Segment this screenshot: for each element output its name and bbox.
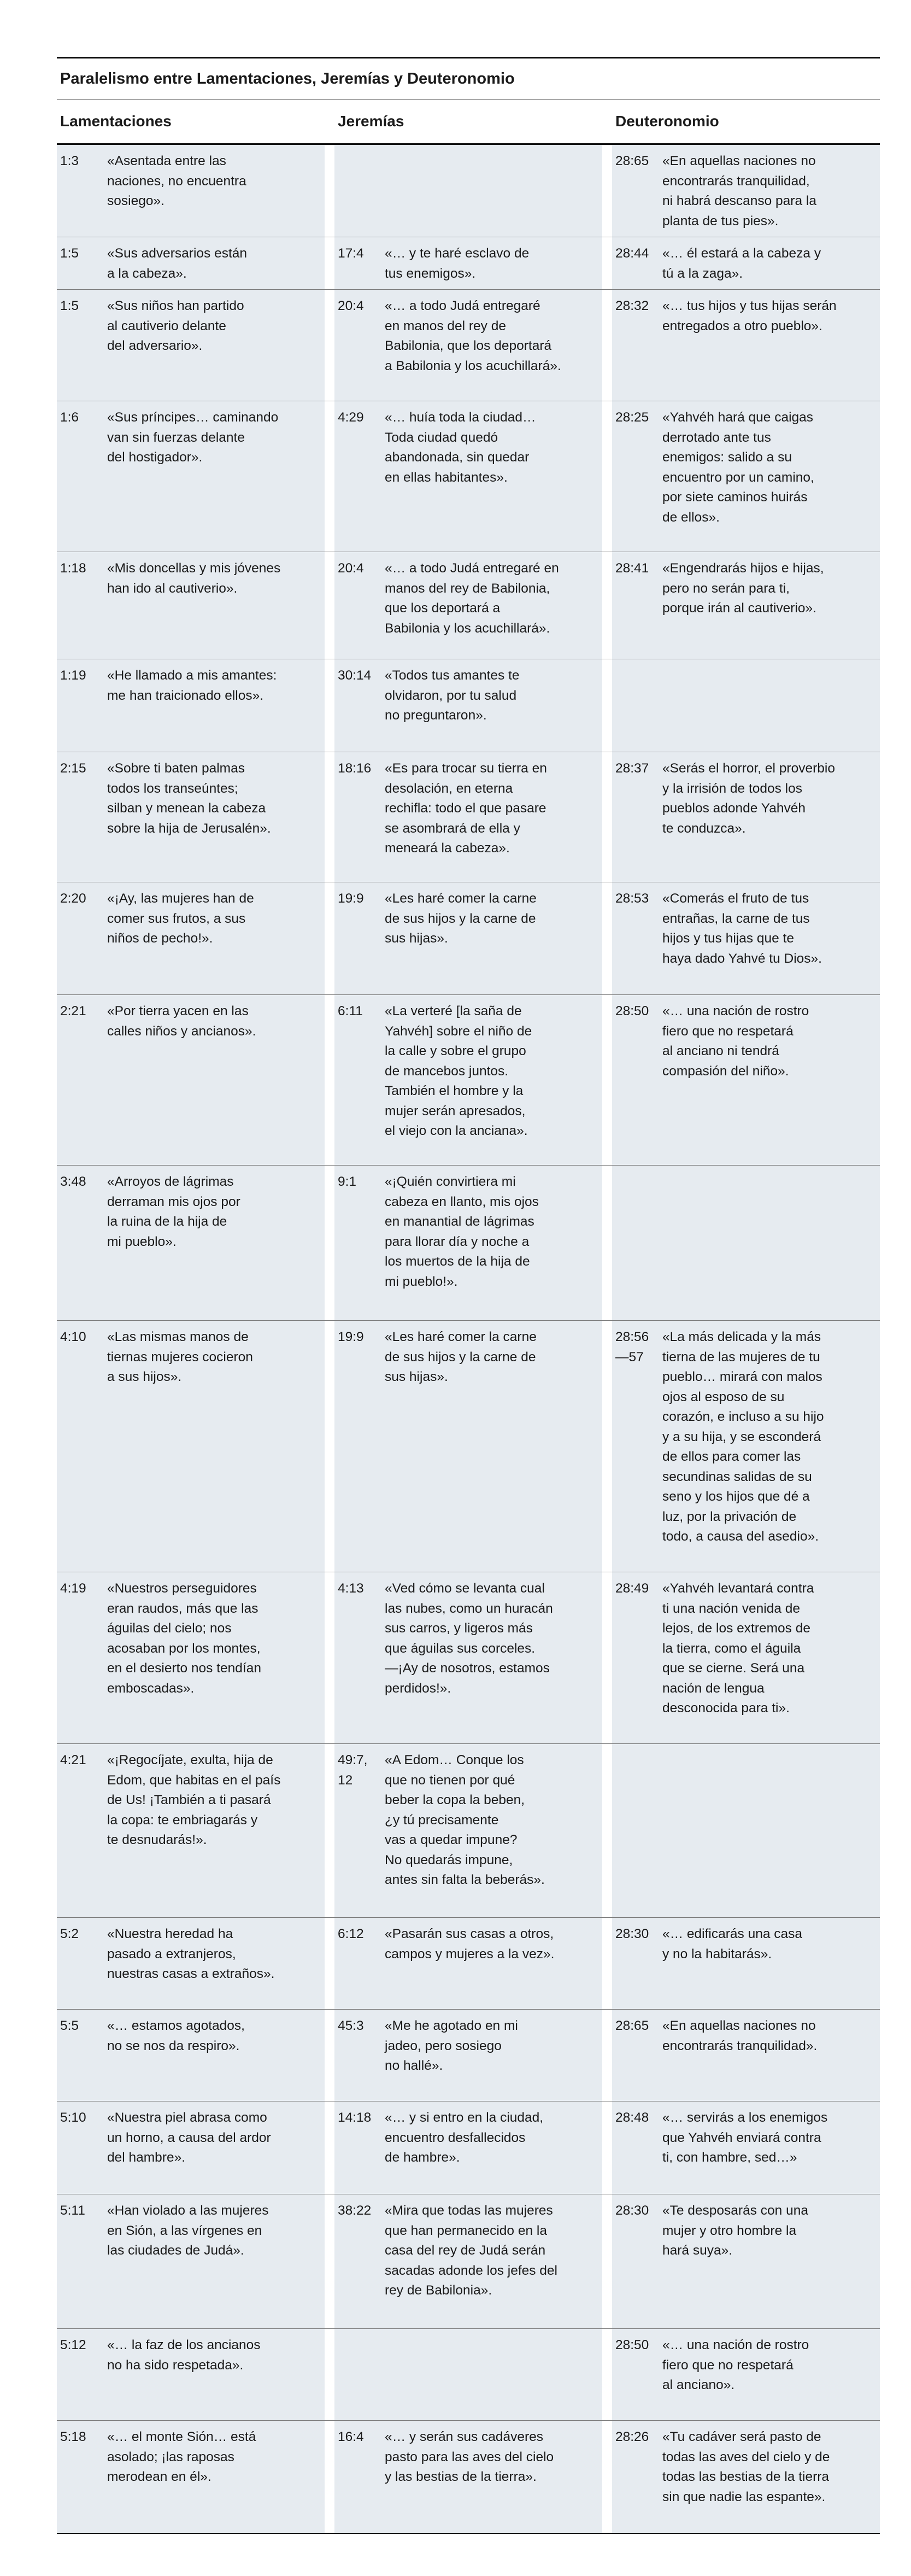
column-gap	[602, 237, 612, 290]
lamentaciones-reference: 1:5	[57, 237, 104, 290]
deuteronomio-text	[659, 1744, 880, 1918]
jeremias-text	[381, 2329, 602, 2421]
column-gap	[602, 1918, 612, 2010]
column-gap	[325, 144, 334, 237]
column-gap	[602, 144, 612, 237]
jeremias-text: «A Edom… Conque los que no tienen por qué beber la copa la beben, ¿y tú precisamente vas a quedar impune? No quedarás impune, antes sin falta la beberás».	[381, 1744, 602, 1918]
parallel-table	[57, 57, 880, 2534]
table-row	[57, 2101, 880, 2194]
lamentaciones-reference: 4:21	[57, 1744, 104, 1918]
header-lamentaciones: Lamentaciones	[57, 99, 325, 144]
column-gap	[602, 995, 612, 1166]
table-body	[57, 144, 880, 2533]
table-row	[57, 144, 880, 237]
deuteronomio-reference: 28:37	[612, 752, 659, 882]
table-title: Paralelismo entre Lamentaciones, Jeremías y Deuteronomio	[57, 58, 880, 99]
column-header-row	[57, 99, 880, 144]
deuteronomio-reference: 28:65	[612, 144, 659, 237]
jeremias-reference: 45:3	[334, 2010, 381, 2101]
lamentaciones-reference: 2:20	[57, 882, 104, 995]
deuteronomio-text: «En aquellas naciones no encontrarás tranquilidad, ni habrá descanso para la planta de tus pies».	[659, 144, 880, 237]
lamentaciones-text: «Sus príncipes… caminando van sin fuerzas delante del hostigador».	[104, 401, 325, 552]
jeremias-text: «… a todo Judá entregaré en manos del rey de Babilonia, que los deportará a Babilonia y los acuchillará».	[381, 552, 602, 659]
column-gap	[325, 2194, 334, 2329]
deuteronomio-reference	[612, 1744, 659, 1918]
deuteronomio-reference: 28:30	[612, 1918, 659, 2010]
jeremias-reference: 4:13	[334, 1572, 381, 1744]
jeremias-text: «La verteré [la saña de Yahvéh] sobre el niño de la calle y sobre el grupo de mancebos juntos. También el hombre y la mujer serán apresados, el viejo con la anciana».	[381, 995, 602, 1166]
jeremias-reference: 19:9	[334, 1321, 381, 1572]
deuteronomio-reference: 28:32	[612, 290, 659, 401]
deuteronomio-reference: 28:50	[612, 2329, 659, 2421]
jeremias-reference: 16:4	[334, 2421, 381, 2533]
deuteronomio-text: «Comerás el fruto de tus entrañas, la carne de tus hijos y tus hijas que te haya dado Yahvé tu Dios».	[659, 882, 880, 995]
deuteronomio-reference: 28:53	[612, 882, 659, 995]
jeremias-text: «Ved cómo se levanta cual las nubes, como un huracán sus carros, y ligeros más que águilas sus corceles. —¡Ay de nosotros, estamos perdidos!».	[381, 1572, 602, 1744]
column-gap	[602, 552, 612, 659]
jeremias-text: «Les haré comer la carne de sus hijos y la carne de sus hijas».	[381, 1321, 602, 1572]
column-gap	[325, 1321, 334, 1572]
jeremias-text: «… a todo Judá entregaré en manos del rey de Babilonia, que los deportará a Babilonia y los acuchillará».	[381, 290, 602, 401]
column-gap	[325, 401, 334, 552]
jeremias-text: «… y si entro en la ciudad, encuentro desfallecidos de hambre».	[381, 2101, 602, 2194]
deuteronomio-text: «Te desposarás con una mujer y otro hombre la hará suya».	[659, 2194, 880, 2329]
table-row	[57, 552, 880, 659]
deuteronomio-reference: 28:30	[612, 2194, 659, 2329]
deuteronomio-text: «… edificarás una casa y no la habitarás».	[659, 1918, 880, 2010]
lamentaciones-text: «Asentada entre las naciones, no encuentra sosiego».	[104, 144, 325, 237]
deuteronomio-reference: 28:65	[612, 2010, 659, 2101]
jeremias-text: «Pasarán sus casas a otros, campos y mujeres a la vez».	[381, 1918, 602, 2010]
jeremias-reference: 49:7, 12	[334, 1744, 381, 1918]
column-gap	[602, 2329, 612, 2421]
jeremias-reference: 30:14	[334, 659, 381, 752]
table-row	[57, 2421, 880, 2533]
jeremias-text: «… y te haré esclavo de tus enemigos».	[381, 237, 602, 290]
table-row	[57, 401, 880, 552]
header-deuteronomio: Deuteronomio	[612, 99, 880, 144]
deuteronomio-reference: 28:56 —57	[612, 1321, 659, 1572]
lamentaciones-reference: 4:10	[57, 1321, 104, 1572]
lamentaciones-reference: 1:19	[57, 659, 104, 752]
lamentaciones-text: «Nuestra piel abrasa como un horno, a causa del ardor del hambre».	[104, 2101, 325, 2194]
deuteronomio-text: «En aquellas naciones no encontrarás tranquilidad».	[659, 2010, 880, 2101]
lamentaciones-text: «¡Ay, las mujeres han de comer sus frutos, a sus niños de pecho!».	[104, 882, 325, 995]
jeremias-reference	[334, 2329, 381, 2421]
lamentaciones-reference: 5:2	[57, 1918, 104, 2010]
jeremias-text: «Todos tus amantes te olvidaron, por tu salud no preguntaron».	[381, 659, 602, 752]
table-row	[57, 1166, 880, 1321]
column-gap	[325, 2421, 334, 2533]
column-gap	[602, 2421, 612, 2533]
lamentaciones-text: «… el monte Sión… está asolado; ¡las raposas merodean en él».	[104, 2421, 325, 2533]
jeremias-reference: 17:4	[334, 237, 381, 290]
table-row	[57, 2329, 880, 2421]
column-gap	[325, 659, 334, 752]
column-gap	[325, 1572, 334, 1744]
lamentaciones-text: «Las mismas manos de tiernas mujeres cocieron a sus hijos».	[104, 1321, 325, 1572]
jeremias-reference	[334, 144, 381, 237]
lamentaciones-reference: 1:5	[57, 290, 104, 401]
table-row	[57, 1918, 880, 2010]
table-row	[57, 995, 880, 1166]
column-gap	[602, 1321, 612, 1572]
lamentaciones-reference: 5:12	[57, 2329, 104, 2421]
jeremias-reference: 4:29	[334, 401, 381, 552]
table-row	[57, 2010, 880, 2101]
lamentaciones-reference: 4:19	[57, 1572, 104, 1744]
header-gap	[602, 99, 612, 144]
deuteronomio-text	[659, 1166, 880, 1321]
jeremias-reference: 9:1	[334, 1166, 381, 1321]
table-row	[57, 882, 880, 995]
table-row	[57, 237, 880, 290]
column-gap	[325, 2329, 334, 2421]
jeremias-reference: 18:16	[334, 752, 381, 882]
lamentaciones-text: «Han violado a las mujeres en Sión, a las vírgenes en las ciudades de Judá».	[104, 2194, 325, 2329]
header-gap	[325, 99, 334, 144]
lamentaciones-reference: 5:18	[57, 2421, 104, 2533]
column-gap	[325, 995, 334, 1166]
column-gap	[325, 2010, 334, 2101]
deuteronomio-text: «Engendrarás hijos e hijas, pero no serán para ti, porque irán al cautiverio».	[659, 552, 880, 659]
column-gap	[602, 2101, 612, 2194]
lamentaciones-text: «Nuestros perseguidores eran raudos, más que las águilas del cielo; nos acosaban por los montes, en el desierto nos tendían emboscadas».	[104, 1572, 325, 1744]
column-gap	[325, 1918, 334, 2010]
jeremias-reference: 38:22	[334, 2194, 381, 2329]
lamentaciones-text: «He llamado a mis amantes: me han traicionado ellos».	[104, 659, 325, 752]
deuteronomio-reference	[612, 1166, 659, 1321]
column-gap	[325, 552, 334, 659]
jeremias-reference: 19:9	[334, 882, 381, 995]
deuteronomio-text: «… una nación de rostro fiero que no respetará al anciano».	[659, 2329, 880, 2421]
column-gap	[602, 1744, 612, 1918]
column-gap	[602, 290, 612, 401]
lamentaciones-text: «Sobre ti baten palmas todos los transeúntes; silban y menean la cabeza sobre la hija de Jerusalén».	[104, 752, 325, 882]
lamentaciones-text: «¡Regocíjate, exulta, hija de Edom, que habitas en el país de Us! ¡También a ti pasará la copa: te embriagarás y te desnudarás!».	[104, 1744, 325, 1918]
table-row	[57, 1744, 880, 1918]
header-jeremias: Jeremías	[334, 99, 602, 144]
deuteronomio-text: «Yahvéh hará que caigas derrotado ante tus enemigos: salido a su encuentro por un camino, por siete caminos huirás de ellos».	[659, 401, 880, 552]
deuteronomio-text: «… servirás a los enemigos que Yahvéh enviará contra ti, con hambre, sed…»	[659, 2101, 880, 2194]
jeremias-text: «Me he agotado en mi jadeo, pero sosiego no hallé».	[381, 2010, 602, 2101]
lamentaciones-text: «Sus niños han partido al cautiverio delante del adversario».	[104, 290, 325, 401]
column-gap	[325, 1744, 334, 1918]
lamentaciones-text: «Mis doncellas y mis jóvenes han ido al cautiverio».	[104, 552, 325, 659]
lamentaciones-reference: 5:10	[57, 2101, 104, 2194]
jeremias-reference: 20:4	[334, 290, 381, 401]
deuteronomio-reference: 28:26	[612, 2421, 659, 2533]
column-gap	[602, 882, 612, 995]
deuteronomio-text: «… una nación de rostro fiero que no respetará al anciano ni tendrá compasión del niño».	[659, 995, 880, 1166]
deuteronomio-reference: 28:44	[612, 237, 659, 290]
lamentaciones-reference: 2:21	[57, 995, 104, 1166]
column-gap	[602, 2010, 612, 2101]
jeremias-text: «Mira que todas las mujeres que han permanecido en la casa del rey de Judá serán sacadas adonde los jefes del rey de Babilonia».	[381, 2194, 602, 2329]
jeremias-reference: 14:18	[334, 2101, 381, 2194]
column-gap	[325, 882, 334, 995]
table-row	[57, 1321, 880, 1572]
lamentaciones-text: «Arroyos de lágrimas derraman mis ojos por la ruina de la hija de mi pueblo».	[104, 1166, 325, 1321]
deuteronomio-reference: 28:41	[612, 552, 659, 659]
deuteronomio-reference: 28:48	[612, 2101, 659, 2194]
lamentaciones-text: «… la faz de los ancianos no ha sido respetada».	[104, 2329, 325, 2421]
jeremias-text: «Es para trocar su tierra en desolación, en eterna rechifla: todo el que pasare se asombrará de ella y meneará la cabeza».	[381, 752, 602, 882]
jeremias-reference: 20:4	[334, 552, 381, 659]
deuteronomio-text: «La más delicada y la más tierna de las mujeres de tu pueblo… mirará con malos ojos al esposo de su corazón, e incluso a su hijo y a su hija, y se esconderá de ellos para comer las secundinas salidas de su seno y los hijos que dé a luz, por la privación de todo, a causa del asedio».	[659, 1321, 880, 1572]
lamentaciones-reference: 1:18	[57, 552, 104, 659]
deuteronomio-reference: 28:49	[612, 1572, 659, 1744]
lamentaciones-text: «Por tierra yacen en las calles niños y ancianos».	[104, 995, 325, 1166]
column-gap	[602, 1166, 612, 1321]
deuteronomio-reference: 28:50	[612, 995, 659, 1166]
table-row	[57, 752, 880, 882]
lamentaciones-reference: 1:6	[57, 401, 104, 552]
column-gap	[325, 1166, 334, 1321]
deuteronomio-text: «Serás el horror, el proverbio y la irrisión de todos los pueblos adonde Yahvéh te conduzca».	[659, 752, 880, 882]
table-row	[57, 659, 880, 752]
jeremias-reference: 6:11	[334, 995, 381, 1166]
lamentaciones-reference: 1:3	[57, 144, 104, 237]
deuteronomio-text: «Yahvéh levantará contra ti una nación venida de lejos, de los extremos de la tierra, como el águila que se cierne. Será una nación de lengua desconocida para ti».	[659, 1572, 880, 1744]
lamentaciones-text: «… estamos agotados, no se nos da respiro».	[104, 2010, 325, 2101]
column-gap	[602, 752, 612, 882]
jeremias-text: «¡Quién convirtiera mi cabeza en llanto, mis ojos en manantial de lágrimas para llorar día y noche a los muertos de la hija de mi pueblo!».	[381, 1166, 602, 1321]
deuteronomio-text: «Tu cadáver será pasto de todas las aves del cielo y de todas las bestias de la tierra sin que nadie las espante».	[659, 2421, 880, 2533]
column-gap	[325, 2101, 334, 2194]
table-row	[57, 1572, 880, 1744]
jeremias-reference: 6:12	[334, 1918, 381, 2010]
deuteronomio-reference: 28:25	[612, 401, 659, 552]
deuteronomio-reference	[612, 659, 659, 752]
jeremias-text: «… y serán sus cadáveres pasto para las aves del cielo y las bestias de la tierra».	[381, 2421, 602, 2533]
lamentaciones-reference: 5:5	[57, 2010, 104, 2101]
column-gap	[602, 2194, 612, 2329]
table-row	[57, 2194, 880, 2329]
table-row	[57, 290, 880, 401]
lamentaciones-reference: 2:15	[57, 752, 104, 882]
deuteronomio-text	[659, 659, 880, 752]
lamentaciones-text: «Nuestra heredad ha pasado a extranjeros, nuestras casas a extraños».	[104, 1918, 325, 2010]
jeremias-text: «Les haré comer la carne de sus hijos y la carne de sus hijas».	[381, 882, 602, 995]
column-gap	[325, 752, 334, 882]
deuteronomio-text: «… tus hijos y tus hijas serán entregados a otro pueblo».	[659, 290, 880, 401]
deuteronomio-text: «… él estará a la cabeza y tú a la zaga».	[659, 237, 880, 290]
column-gap	[325, 237, 334, 290]
lamentaciones-text: «Sus adversarios están a la cabeza».	[104, 237, 325, 290]
column-gap	[602, 1572, 612, 1744]
column-gap	[602, 401, 612, 552]
jeremias-text: «… huía toda la ciudad… Toda ciudad quedó abandonada, sin quedar en ellas habitantes».	[381, 401, 602, 552]
column-gap	[325, 290, 334, 401]
jeremias-text	[381, 144, 602, 237]
lamentaciones-reference: 5:11	[57, 2194, 104, 2329]
lamentaciones-reference: 3:48	[57, 1166, 104, 1321]
table-title-row	[57, 58, 880, 99]
column-gap	[602, 659, 612, 752]
